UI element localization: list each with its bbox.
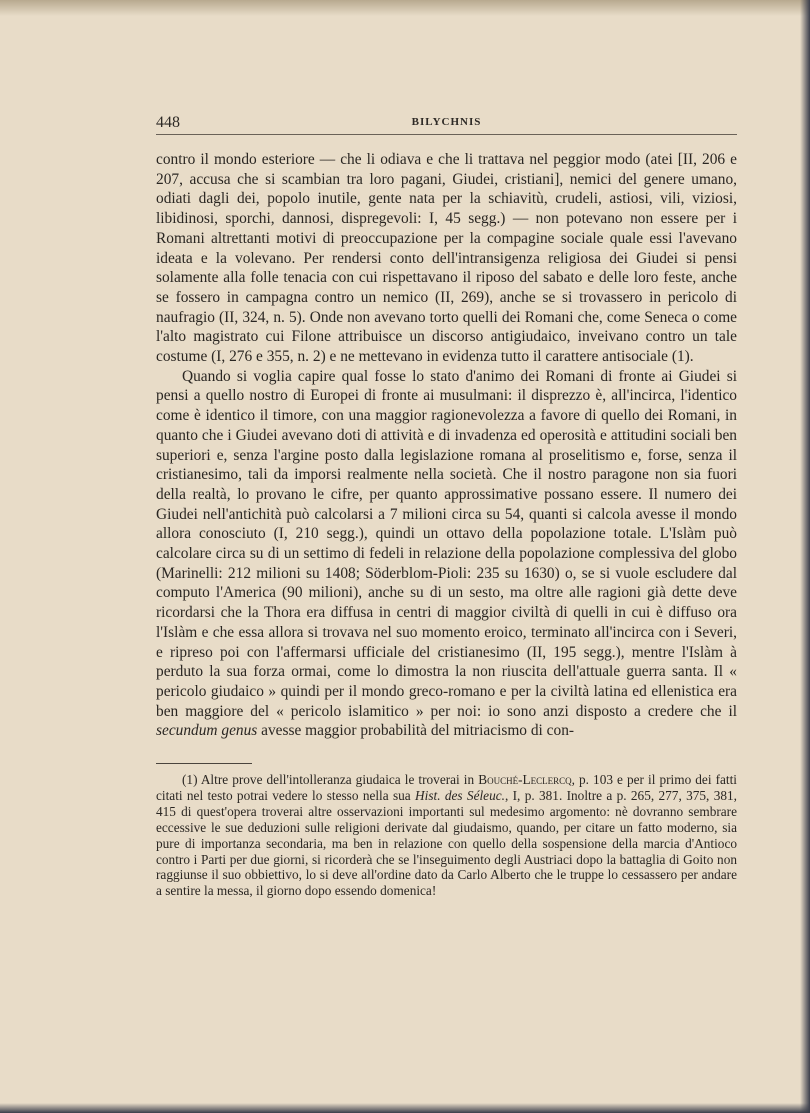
- paragraph: [156, 150, 737, 367]
- page-edge-shadow: [800, 0, 810, 1113]
- paragraph-text: Quando si voglia capire qual fosse lo stato d'animo dei Romani di fronte ai Giudei si pensi a quello nostro di Europei di fronte ai musulmani: il disprezzo è, all'incirca, l'identico come è identico il timore, con una maggior ragionevolezza a favore di quello dei Romani, in quanto che i Giudei avevano doti di attività e di invadenza ed operosità e attitudini sociali ben superiori e, senza l'argine posto dalla legislazione romana al proselitismo e, forse, senza il cristianesimo, tali da imporsi realmente nella società. Che il nostro paragone non sia fuori della realtà, lo provano le cifre, per quanto approssimative possano essere. Il numero dei Giudei nell'antichità può calcolarsi a 7 milioni circa su 54, quanti si calcola avesse il mondo allora conosciuto (I, 210 segg.), quindi un ottavo della popolazione totale. L'Islàm può calcolare circa su di un settimo di fedeli in relazione della popolazione complessiva del globo (Marinelli: 212 milioni su 1408; Söderblom-Pioli: 235 su 1630) o, se si vuole escludere dal computo l'America (90 milioni), anche su di un sesto, ma oltre alle ragioni già dette deve ricordarsi che la Thora era diffusa in centri di maggior civiltà di quelli in cui è diffuso ora l'Islàm e che essa allora si trovava nel suo momento eroico, terminato all'incirca con i Severi, e ripreso poi con l'affermarsi ufficiale del cristianesimo (II, 195 segg.), mentre l'Islàm à perduto la sua forza ormai, come lo dimostra la non riuscita dell'attuale guerra santa. Il « pericolo giudaico » quindi per il mondo greco-romano e per la civiltà latina ed ellenistica era ben maggiore del « pericolo islamitico » per noi: io sono anzi disposto a credere che il: [156, 367, 737, 720]
- footnote: [156, 772, 737, 899]
- paragraph: [156, 367, 737, 741]
- page-header: [156, 112, 737, 135]
- running-head: BILYCHNIS: [411, 116, 482, 128]
- page-edge-shadow: [0, 1103, 810, 1113]
- footnote-rule: [156, 763, 252, 764]
- footnote-text: , p. 103 e per il primo dei fatti citati nel testo potrai vedere lo stesso nella sua: [156, 772, 737, 803]
- footnote-text: , I, p. 381. Inoltre a p. 265, 277, 375, 381, 415 di quest'opera troverai altre osservazioni importanti sul medesimo argomento: nè dovranno sembrare eccessive le sue deduzioni sulle religioni derivate dal giudaismo, quando, per citare un fatto moderno, sia pure di importanza secondaria, ma ben in relazione con quello della sospensione della marcia d'Antioco contro i Parti per due giorni, si ricorderà che se l'inseguimento degli Austriaci dopo la battaglia di Goito non raggiunse il suo obbiettivo, lo si deve all'ordine dato da Carlo Alberto che le truppe lo cessassero per andare a sentire la messa, il giorno dopo essendo domenica!: [156, 787, 737, 899]
- body-text: [156, 150, 737, 741]
- page-number: 448: [156, 114, 180, 131]
- cited-work: Hist. des Séleuc.: [415, 787, 505, 803]
- paragraph-text: contro il mondo esteriore — che li odiava e che li trattava nel peggior modo (atei [II, 206 e 207, accusa che si scambian tra loro pagani, Giudei, cristiani], nemici del genere umano, odiati dagli dei, popolo inutile, gente nata per la schiavitù, crudeli, astiosi, vili, viziosi, libidinosi, sporchi, dannosi, dispregevoli: I, 45 segg.) — non potevano non essere per i Romani altrettanti motivi di preoccupazione per la compagine sociale quale essi l'avevano ideata e la volevano. Per rendersi conto dell'intransigenza religiosa dei Giudei si pensi solamente alla folle tenacia con cui rispettavano il riposo del sabato e delle loro feste, anche se fossero in campagna contro un nemico (II, 269), anche se si trovassero in pericolo di naufragio (II, 324, n. 5). Onde non avevano torto quelli dei Romani che, come Seneca o come l'alto magistrato cui Filone attribuisce un discorso antigiudaico, inveivano contro un tale costume (I, 276 e 355, n. 2) e ne mettevano in evidenza tutto il carattere antisociale (1).: [156, 151, 737, 366]
- footnote-text: (1) Altre prove dell'intolleranza giudaica le troverai in: [182, 772, 479, 787]
- cited-author: Bouché-Leclercq: [478, 772, 572, 787]
- italic-phrase: secundum genus: [156, 722, 258, 740]
- page-edge-shadow: [0, 0, 810, 16]
- footnote-paragraph: [156, 772, 737, 899]
- paragraph-text: avesse maggior probabilità del mitriacismo di con-: [257, 722, 575, 740]
